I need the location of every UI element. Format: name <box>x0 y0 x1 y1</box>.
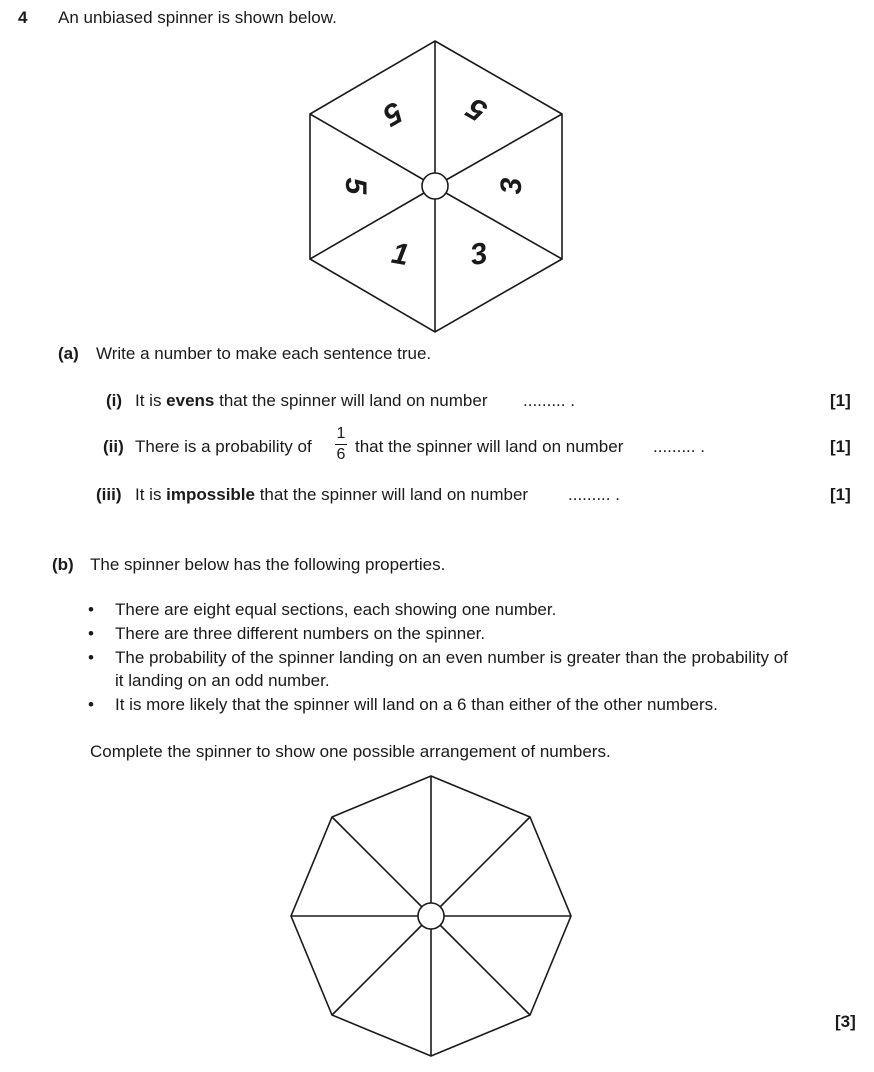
hexagon-spinner <box>300 36 576 336</box>
fraction-bar <box>335 444 347 445</box>
marks-iii: [1] <box>830 485 851 504</box>
answer-blank-ii[interactable]: ......... . <box>653 437 705 456</box>
hex-section-label: 3 <box>467 236 490 273</box>
hex-section-label: 5 <box>339 177 373 195</box>
part-a-i-label: (i) <box>106 391 123 410</box>
octagon-spinner[interactable] <box>285 770 577 1062</box>
marks-ii: [1] <box>830 437 851 456</box>
hexagon-divider <box>446 193 562 259</box>
property-item: The probability of the spinner landing on an even number is greater than the probability of <box>115 648 788 667</box>
spinner-pivot <box>422 173 448 199</box>
spinner-pivot <box>418 903 444 929</box>
part-b-label: (b) <box>52 555 74 574</box>
hex-section-label: 5 <box>377 94 409 132</box>
part-a-label: (a) <box>58 344 79 363</box>
bullet-dot: • <box>88 695 94 714</box>
hex-section-label: 3 <box>494 177 528 195</box>
hex-section-label: 5 <box>461 90 493 128</box>
sentence-text: There is a probability of <box>135 437 312 456</box>
sentence-text: It is <box>135 391 167 410</box>
question-intro: An unbiased spinner is shown below. <box>58 8 337 27</box>
bullet-dot: • <box>88 648 94 667</box>
part-b-intro: The spinner below has the following properties. <box>90 555 446 574</box>
marks-i: [1] <box>830 391 851 410</box>
sentence-text: It is <box>135 485 167 504</box>
part-a-ii-label: (ii) <box>103 437 124 456</box>
property-item-continued: it landing on an odd number. <box>115 671 330 690</box>
sentence-emphasis: evens <box>166 391 215 410</box>
sentence-text: that the spinner will land on number <box>254 485 529 504</box>
question-number: 4 <box>18 8 28 27</box>
part-a-i-sentence <box>135 391 487 411</box>
bullet-dot: • <box>88 624 94 643</box>
sentence-text: that the spinner will land on number <box>214 391 488 410</box>
part-a-instruction: Write a number to make each sentence true. <box>96 344 432 363</box>
answer-blank-iii[interactable]: ......... . <box>568 485 620 504</box>
fraction-one-sixth <box>333 426 349 463</box>
hexagon-divider <box>446 114 562 180</box>
hex-section-label: 1 <box>389 236 412 273</box>
answer-blank-i[interactable]: ......... . <box>523 391 575 410</box>
property-item: There are three different numbers on the spinner. <box>115 624 486 643</box>
sentence-text: that the spinner will land on number <box>355 437 624 456</box>
part-a-iii-label: (iii) <box>96 485 122 504</box>
fraction-numerator: 1 <box>336 425 346 442</box>
fraction-denominator: 6 <box>336 446 346 463</box>
property-item: It is more likely that the spinner will land on a 6 than either of the other numbers. <box>115 695 718 714</box>
part-b-instruction: Complete the spinner to show one possible arrangement of numbers. <box>90 742 611 761</box>
marks-b: [3] <box>835 1012 856 1031</box>
property-item: There are eight equal sections, each showing one number. <box>115 600 557 619</box>
part-a-iii-sentence <box>135 485 528 505</box>
bullet-dot: • <box>88 600 94 619</box>
sentence-emphasis: impossible <box>166 485 255 504</box>
